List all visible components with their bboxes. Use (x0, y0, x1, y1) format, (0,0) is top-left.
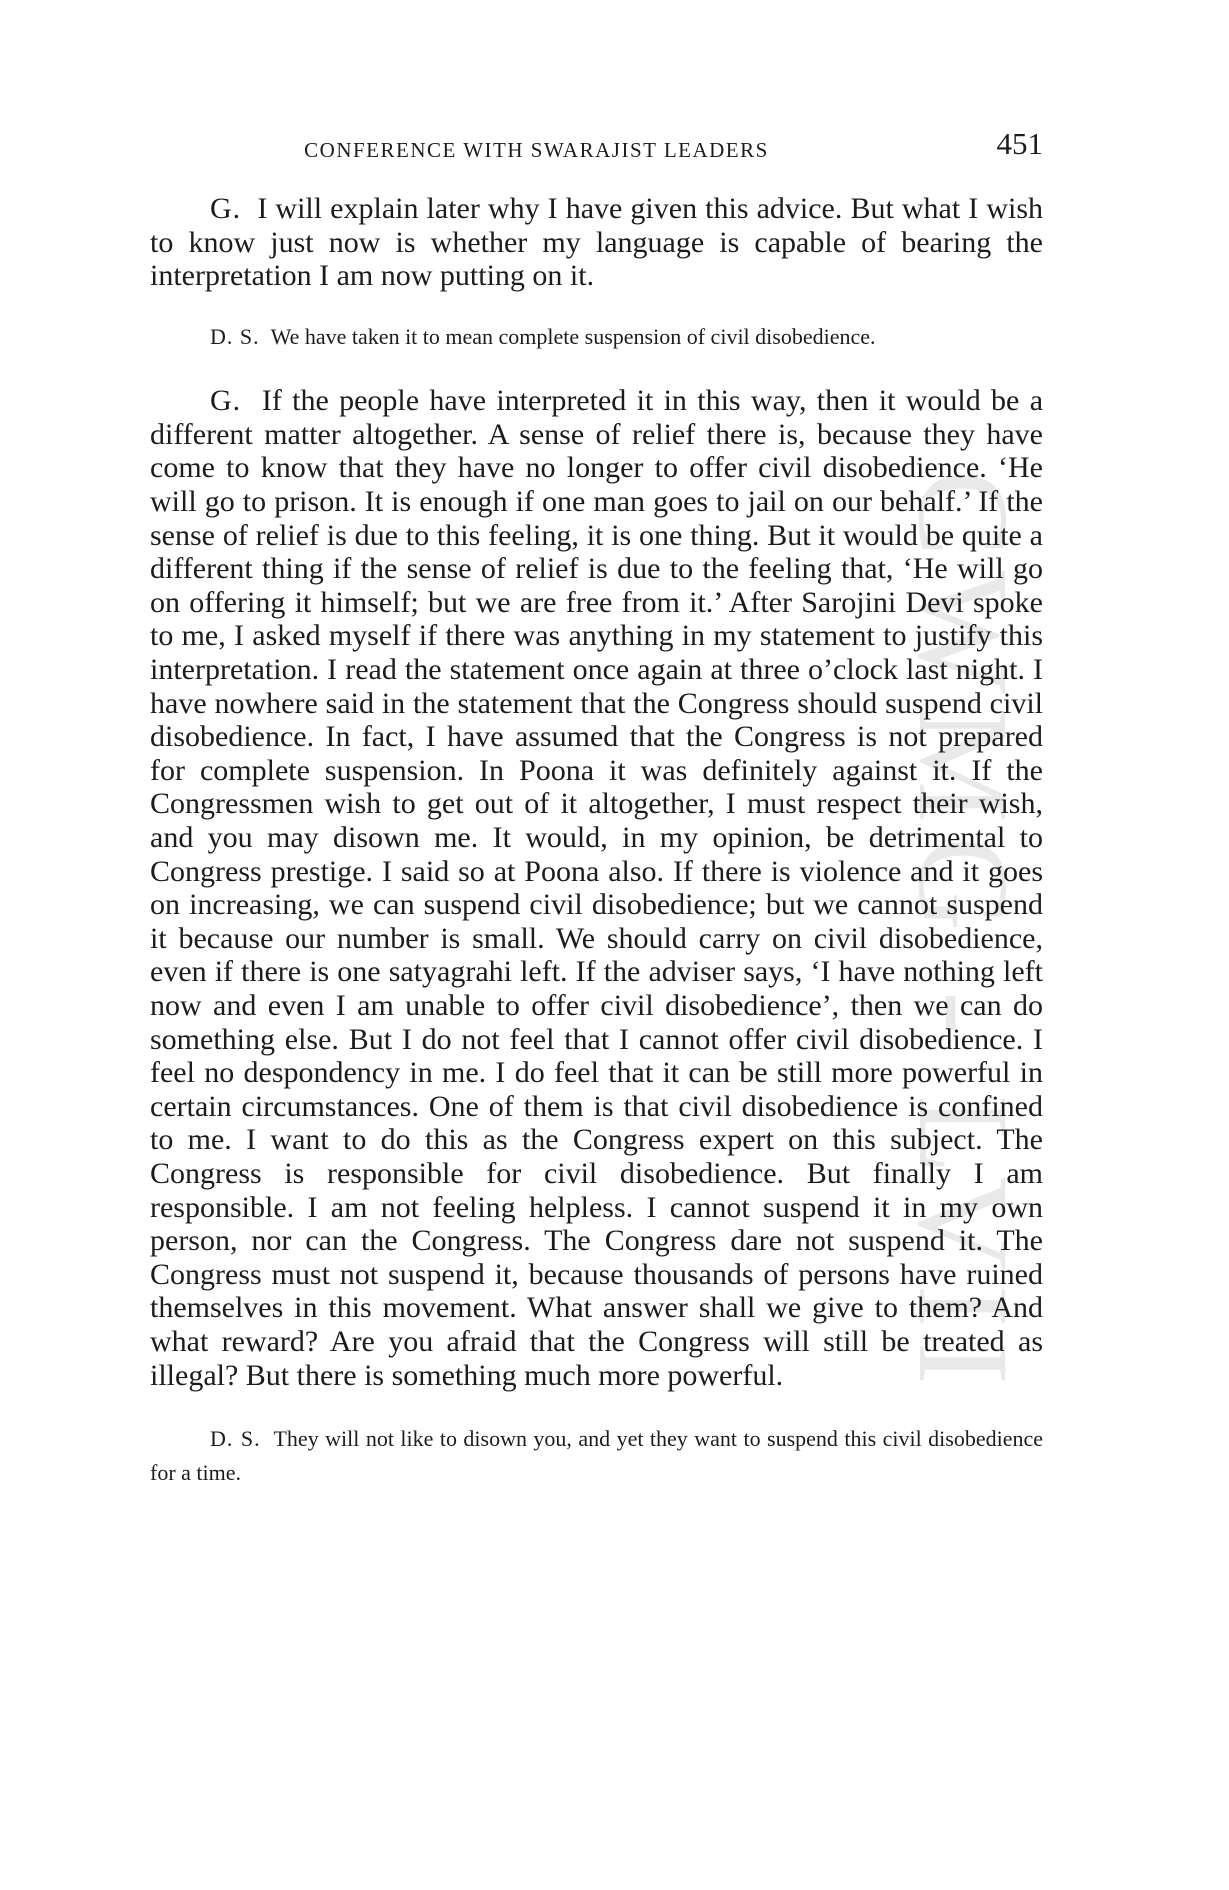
running-header (150, 120, 1043, 170)
watermark: CWMG - LVII (891, 470, 1035, 1400)
document-page (150, 120, 1043, 1489)
speaker-label: G. (210, 192, 242, 225)
paragraph-3 (150, 384, 1043, 1392)
running-title: CONFERENCE WITH SWARAJIST LEADERS (304, 138, 769, 162)
page-number: 451 (996, 126, 1043, 161)
paragraph-text: I will explain later why I have given this advice. But what I wish to know just now is whether my language is capable of bearing the interpretation I am now putting on it. (150, 192, 1044, 293)
speaker-label: D. S. (210, 323, 260, 349)
paragraph-text: They will not like to disown you, and yet they want to suspend this civil disobedience for a time. (150, 1426, 1043, 1485)
paragraph-4 (150, 1422, 1043, 1489)
speaker-label: D. S. (210, 1426, 261, 1452)
paragraph-text: If the people have interpreted it in this way, then it would be a different matter altogether. A sense of relief there is, because they have come to know that they have no longer to offer civil disobedience. ‘He will go to prison. It is enough if one man goes to jail on our behalf.’ If the sense of relief is due to this feeling, it is one thing. But it would be quite a different thing if the sense of relief is due to the feeling that, ‘He will go on offering it himself; but we are free from it.’ After Sarojini Devi spoke to me, I asked myself if there was anything in my statement to justify this interpretation. I read the statement once again at three o’clock last night. I have nowhere said in the statement that the Congress should suspend civil disobedience. In fact, I have assumed that the Congress is not prepared for complete suspension. In Poona it was definitely against it. If the Congressmen wish to get out of it altogether, I must respect their wish, and you may disown me. It would, in my opinion, be detrimental to Congress prestige. I said so at Poona also. If there is violence and it goes on increasing, we can suspend civil disobedience; but we cannot suspend it because our number is small. We should carry on civil disobedience, even if there is one satyagrahi left. If the adviser says, ‘I have nothing left now and even I am unable to offer civil disobedience’, then we can do something else. But I do not feel that I cannot offer civil disobedience. I feel no despondency in me. I do feel that it can be still more powerful in certain circumstances. One of them is that civil disobedience is confined to me. I want to do this as the Congress expert on this subject. The Congress is responsible for civil disobedience. But finally I am responsible. I am not feeling helpless. I cannot suspend it in my own person, nor can the Congress. The Congress dare not suspend it. The Congress must not suspend it, because thousands of persons have ruined themselves in this movement. What answer shall we give to them? And what reward? Are you afraid that the Congress will still be treated as illegal? But there is something much more powerful. (150, 384, 1044, 1392)
paragraph-2 (150, 320, 1043, 354)
speaker-label: G. (210, 384, 242, 418)
paragraph-text: We have taken it to mean complete suspension of civil disobedience. (270, 323, 876, 349)
paragraph-1 (150, 192, 1043, 293)
